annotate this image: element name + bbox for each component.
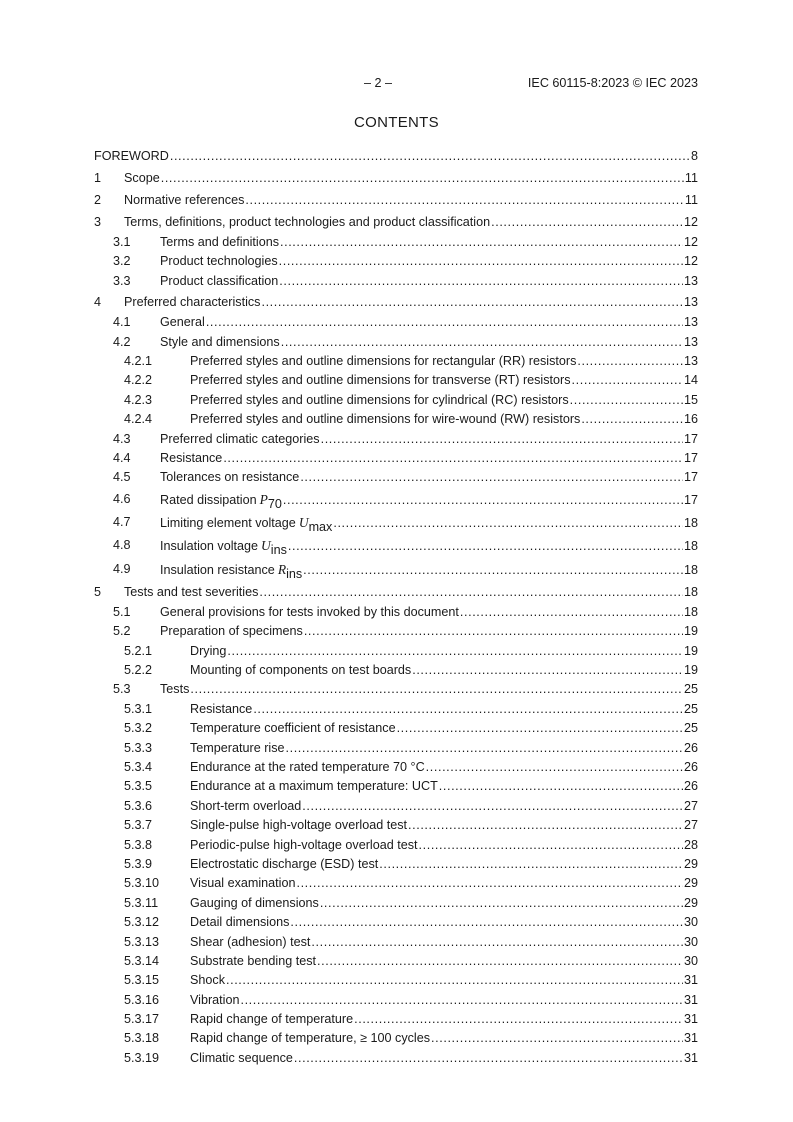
toc-entry-text[interactable] bbox=[190, 661, 698, 680]
toc-entry-title: Preferred styles and outline dimensions for rectangular (RR) resistors bbox=[190, 353, 577, 368]
toc-entry-number: 5.2.2 bbox=[124, 663, 153, 678]
toc-entry-title: Preferred characteristics bbox=[124, 295, 261, 310]
toc-entry-number: 4.8 bbox=[113, 538, 131, 553]
toc-entry-title: Style and dimensions bbox=[160, 334, 280, 349]
toc-entry-title: Terms and definitions bbox=[160, 235, 280, 249]
toc-entry-page: 8 bbox=[690, 149, 698, 163]
toc-entry[interactable] bbox=[94, 410, 698, 429]
toc-entry-text[interactable] bbox=[190, 410, 698, 429]
toc-entry-text[interactable] bbox=[124, 581, 698, 603]
toc-entry-page: 11 bbox=[684, 171, 698, 185]
dot-leader bbox=[317, 952, 683, 971]
toc-entry-number: 5 bbox=[94, 584, 102, 599]
toc-entry-page: 25 bbox=[683, 682, 698, 697]
toc-entry-text[interactable] bbox=[190, 371, 698, 390]
toc-entry[interactable] bbox=[94, 1049, 698, 1068]
toc-entry[interactable] bbox=[94, 874, 698, 893]
toc-entry[interactable] bbox=[94, 777, 698, 796]
toc-entry[interactable] bbox=[94, 233, 698, 252]
toc-entry-text[interactable] bbox=[160, 272, 698, 291]
toc-entry-text[interactable] bbox=[190, 874, 698, 893]
toc-entry-title: Normative references bbox=[124, 193, 245, 207]
toc-entry-title: Scope bbox=[124, 171, 160, 185]
toc-entry-title: Visual examination bbox=[190, 876, 296, 891]
toc-entry-title: Climatic sequence bbox=[190, 1050, 293, 1065]
toc-entry-number: 5.2.1 bbox=[124, 643, 153, 658]
toc-entry-subscript: 70 bbox=[267, 496, 282, 511]
toc-entry-title: Rapid change of temperature bbox=[190, 1012, 354, 1027]
toc-entry-title: Product classification bbox=[160, 273, 279, 288]
toc-entry[interactable] bbox=[94, 291, 698, 313]
dot-leader bbox=[227, 642, 683, 661]
dot-leader bbox=[379, 855, 683, 874]
toc-entry-number: 2 bbox=[94, 193, 102, 207]
toc-entry-number: 4.5 bbox=[113, 470, 131, 485]
toc-entry[interactable] bbox=[94, 971, 698, 990]
toc-entry[interactable] bbox=[94, 739, 698, 758]
toc-entry-number: 4.6 bbox=[113, 491, 131, 506]
toc-entry[interactable] bbox=[94, 468, 698, 487]
toc-entry-page: 31 bbox=[683, 973, 698, 988]
toc-entry-text[interactable] bbox=[190, 952, 698, 971]
toc-entry-page: 25 bbox=[683, 721, 698, 736]
page-number: – 2 – bbox=[364, 76, 393, 90]
toc-entry[interactable] bbox=[94, 719, 698, 738]
toc-entry-number: 4.2.1 bbox=[124, 353, 153, 368]
dot-leader bbox=[288, 535, 683, 558]
toc-entry-text[interactable] bbox=[190, 933, 698, 952]
dot-leader bbox=[190, 680, 683, 699]
toc-entry-symbol: R bbox=[277, 561, 287, 577]
toc-entry-text[interactable] bbox=[190, 1029, 698, 1048]
toc-entry-title: Temperature rise bbox=[190, 740, 285, 755]
toc-entry[interactable] bbox=[94, 145, 698, 167]
toc-entry-text[interactable] bbox=[160, 534, 698, 558]
toc-entry-number: 3.2 bbox=[113, 254, 131, 269]
toc-entry-page: 29 bbox=[683, 856, 698, 871]
toc-entry-title: Limiting element voltage bbox=[160, 515, 296, 530]
toc-entry-number: 5.2 bbox=[113, 624, 131, 639]
toc-entry-title: Detail dimensions bbox=[190, 915, 290, 930]
toc-entry-title: Shear (adhesion) test bbox=[190, 934, 311, 949]
toc-entry[interactable] bbox=[94, 449, 698, 468]
toc-entry-number: 4.1 bbox=[113, 315, 131, 330]
toc-entry-text[interactable] bbox=[190, 971, 698, 990]
toc-entry[interactable] bbox=[94, 642, 698, 661]
toc-entry-number: 4.4 bbox=[113, 450, 131, 465]
toc-entry-page: 26 bbox=[683, 779, 698, 794]
dot-leader bbox=[320, 894, 683, 913]
toc-entry-text[interactable] bbox=[160, 252, 698, 271]
toc-entry[interactable] bbox=[94, 603, 698, 622]
toc-entry-number: 5.3.15 bbox=[124, 973, 160, 988]
dot-leader bbox=[170, 145, 690, 167]
toc-entry-number: 5.3.8 bbox=[124, 837, 153, 852]
toc-entry-page: 19 bbox=[683, 624, 698, 639]
toc-entry[interactable] bbox=[94, 913, 698, 932]
toc-entry-text[interactable] bbox=[190, 719, 698, 738]
toc-entry-page: 31 bbox=[683, 1012, 698, 1027]
toc-entry[interactable] bbox=[94, 680, 698, 699]
toc-entry-number: 5.3.11 bbox=[124, 895, 159, 910]
toc-entry[interactable] bbox=[94, 189, 698, 211]
toc-entry-number: 1 bbox=[94, 171, 102, 185]
toc-entry-page: 31 bbox=[683, 992, 698, 1007]
toc-entry-text[interactable] bbox=[160, 622, 698, 641]
toc-entry-text[interactable] bbox=[190, 836, 698, 855]
toc-entry-text[interactable] bbox=[124, 211, 698, 233]
toc-entry-title: Drying bbox=[190, 643, 227, 658]
toc-entry-text[interactable] bbox=[160, 430, 698, 449]
dot-leader bbox=[577, 352, 683, 371]
toc-entry-number: 4.2 bbox=[113, 334, 131, 349]
toc-entry-number: 5.3.7 bbox=[124, 818, 153, 833]
toc-entry[interactable] bbox=[94, 391, 698, 410]
toc-entry-title: Endurance at a maximum temperature: UCT bbox=[190, 779, 438, 794]
toc-entry-title: Preferred styles and outline dimensions for cylindrical (RC) resistors bbox=[190, 392, 569, 407]
toc-entry-page: 27 bbox=[683, 798, 698, 813]
toc-entry[interactable] bbox=[94, 272, 698, 291]
toc-entry-text[interactable] bbox=[124, 189, 698, 211]
toc-entry[interactable] bbox=[94, 167, 698, 189]
toc-entry-title: Tests bbox=[160, 682, 190, 697]
dot-leader bbox=[259, 581, 683, 603]
toc-entry-page: 18 bbox=[683, 604, 698, 619]
toc-entry-page: 29 bbox=[683, 895, 698, 910]
dot-leader bbox=[161, 167, 684, 189]
toc-entry-text[interactable] bbox=[190, 797, 698, 816]
toc-entry-text[interactable] bbox=[190, 391, 698, 410]
toc-entry-title: Temperature coefficient of resistance bbox=[190, 721, 396, 736]
toc-entry[interactable] bbox=[94, 933, 698, 952]
dot-leader bbox=[279, 272, 683, 291]
dot-leader bbox=[240, 991, 683, 1010]
toc-entry-page: 27 bbox=[683, 818, 698, 833]
toc-entry-title: Shock bbox=[190, 973, 226, 988]
toc-entry[interactable] bbox=[94, 558, 698, 581]
toc-entry-text[interactable] bbox=[160, 558, 698, 582]
toc-entry-page: 29 bbox=[683, 876, 698, 891]
toc-entry-text[interactable] bbox=[160, 680, 698, 699]
toc-entry-number: 4.9 bbox=[113, 561, 131, 576]
toc-entry-text[interactable] bbox=[124, 291, 698, 313]
dot-leader bbox=[303, 559, 683, 582]
toc-entry-page: 26 bbox=[683, 740, 698, 755]
toc-entry-page: 31 bbox=[683, 1031, 698, 1046]
dot-leader bbox=[419, 836, 683, 855]
toc-entry-text[interactable] bbox=[94, 145, 698, 167]
toc-entry-page: 19 bbox=[683, 663, 698, 678]
toc-entry-text[interactable] bbox=[190, 642, 698, 661]
dot-leader bbox=[354, 1010, 683, 1029]
toc-entry-page: 25 bbox=[683, 701, 698, 716]
dot-leader bbox=[206, 313, 683, 332]
toc-entry[interactable] bbox=[94, 511, 698, 534]
toc-entry-title: Gauging of dimensions bbox=[190, 895, 319, 910]
toc-entry-title: Periodic-pulse high-voltage overload test bbox=[190, 837, 418, 852]
toc-entry-number: 5.3 bbox=[113, 682, 131, 697]
toc-entry-symbol: U bbox=[298, 514, 309, 530]
dot-leader bbox=[290, 913, 683, 932]
toc-entry-text[interactable] bbox=[160, 488, 698, 512]
toc-entry-number: 5.3.14 bbox=[124, 953, 160, 968]
toc-entry-number: 4.2.3 bbox=[124, 392, 153, 407]
toc-entry[interactable] bbox=[94, 661, 698, 680]
dot-leader bbox=[311, 933, 683, 952]
toc-entry[interactable] bbox=[94, 1029, 698, 1048]
dot-leader bbox=[460, 603, 683, 622]
toc-entry-page: 14 bbox=[683, 373, 698, 388]
dot-leader bbox=[245, 189, 684, 211]
toc-entry-page: 13 bbox=[683, 273, 698, 288]
toc-entry[interactable] bbox=[94, 797, 698, 816]
toc-entry-number: 5.3.9 bbox=[124, 856, 153, 871]
dot-leader bbox=[570, 391, 683, 410]
dot-leader bbox=[283, 489, 683, 512]
toc-entry-title: Tolerances on resistance bbox=[160, 470, 300, 485]
toc-entry-symbol: U bbox=[261, 538, 271, 554]
toc-entry[interactable] bbox=[94, 622, 698, 641]
toc-entry-number: 5.3.19 bbox=[124, 1050, 160, 1065]
toc-entry-page: 16 bbox=[683, 412, 698, 427]
toc-entry[interactable] bbox=[94, 855, 698, 874]
toc-entry-title: Vibration bbox=[190, 992, 240, 1007]
dot-leader bbox=[296, 874, 683, 893]
toc-entry-title: General bbox=[160, 315, 205, 330]
toc-entry-page: 30 bbox=[683, 915, 698, 930]
toc-entry-text[interactable] bbox=[190, 855, 698, 874]
toc-entry[interactable] bbox=[94, 894, 698, 913]
dot-leader bbox=[261, 291, 683, 313]
dot-leader bbox=[280, 233, 683, 252]
toc-entry-number: 4.7 bbox=[113, 514, 131, 529]
toc-entry[interactable] bbox=[94, 313, 698, 332]
dot-leader bbox=[397, 719, 683, 738]
toc-entry-title: Rated dissipation bbox=[160, 492, 257, 507]
dot-leader bbox=[223, 449, 683, 468]
toc-entry-text[interactable] bbox=[190, 1049, 698, 1068]
toc-entry-text[interactable] bbox=[190, 739, 698, 758]
toc-entry[interactable] bbox=[94, 488, 698, 511]
toc-entry-title: Preparation of specimens bbox=[160, 624, 303, 639]
toc-entry-number: 5.3.12 bbox=[124, 915, 160, 930]
dot-leader bbox=[572, 371, 683, 390]
toc-entry-title: Insulation voltage bbox=[160, 539, 259, 554]
toc-entry[interactable] bbox=[94, 352, 698, 371]
toc-entry-page: 12 bbox=[683, 235, 698, 249]
toc-entry-page: 17 bbox=[683, 470, 698, 485]
toc-entry-number: 5.3.6 bbox=[124, 798, 153, 813]
toc-entry-subscript: max bbox=[308, 519, 333, 534]
toc-entry-page: 18 bbox=[683, 539, 698, 554]
toc-entry[interactable] bbox=[94, 581, 698, 603]
toc-entry-title: Mounting of components on test boards bbox=[190, 663, 412, 678]
toc-entry-title: Rapid change of temperature, ≥ 100 cycles bbox=[190, 1031, 431, 1046]
toc-entry-title: Substrate bending test bbox=[190, 953, 317, 968]
toc-entry[interactable] bbox=[94, 252, 698, 271]
toc-entry-text[interactable] bbox=[160, 511, 698, 535]
toc-entry[interactable] bbox=[94, 211, 698, 233]
toc-entry-number: 5.1 bbox=[113, 604, 131, 619]
dot-leader bbox=[281, 333, 683, 352]
toc-entry[interactable] bbox=[94, 952, 698, 971]
document-reference: IEC 60115-8:2023 © IEC 2023 bbox=[527, 76, 698, 90]
page-title: CONTENTS bbox=[354, 114, 439, 131]
toc-entry-text[interactable] bbox=[190, 700, 698, 719]
dot-leader bbox=[412, 661, 683, 680]
toc-entry-page: 18 bbox=[683, 584, 698, 599]
toc-entry-page: 13 bbox=[683, 295, 698, 310]
dot-leader bbox=[491, 211, 683, 233]
toc-entry-text[interactable] bbox=[190, 913, 698, 932]
toc-entry-text[interactable] bbox=[190, 991, 698, 1010]
toc-entry-text[interactable] bbox=[190, 758, 698, 777]
toc-entry-number: 5.3.13 bbox=[124, 934, 160, 949]
toc-entry-page: 26 bbox=[683, 760, 698, 774]
toc-entry[interactable] bbox=[94, 758, 698, 777]
toc-entry-page: 12 bbox=[683, 215, 698, 229]
toc-entry-text[interactable] bbox=[190, 352, 698, 371]
toc-entry-title: Tests and test severities bbox=[124, 584, 259, 599]
toc-entry-text[interactable] bbox=[190, 1010, 698, 1029]
toc-entry-text[interactable] bbox=[190, 894, 698, 913]
toc-entry-text[interactable] bbox=[190, 816, 698, 835]
toc-entry-text[interactable] bbox=[160, 468, 698, 487]
toc-entry-title: Resistance bbox=[190, 701, 253, 716]
dot-leader bbox=[226, 971, 683, 990]
toc-entry-page: 19 bbox=[683, 643, 698, 658]
toc-entry-text[interactable] bbox=[190, 777, 698, 796]
toc-entry-page: 30 bbox=[683, 953, 698, 968]
toc-entry-subscript: ins bbox=[270, 543, 287, 558]
toc-entry-number: 5.3.16 bbox=[124, 992, 160, 1007]
toc-entry-page: 17 bbox=[683, 431, 698, 446]
dot-leader bbox=[279, 252, 683, 271]
toc-entry-page: 17 bbox=[683, 450, 698, 465]
toc-entry[interactable] bbox=[94, 371, 698, 390]
toc-entry-page: 13 bbox=[683, 353, 698, 368]
toc-entry-title: Single-pulse high-voltage overload test bbox=[190, 818, 408, 833]
toc-entry-text[interactable] bbox=[160, 313, 698, 332]
dot-leader bbox=[304, 622, 683, 641]
toc-entry-page: 18 bbox=[683, 515, 698, 530]
toc-entry-title: Endurance at the rated temperature 70 °C bbox=[190, 760, 425, 774]
toc-entry-number: 5.3.3 bbox=[124, 740, 153, 755]
toc-entry-page: 31 bbox=[683, 1050, 698, 1065]
toc-entry-title: Terms, definitions, product technologies and product classification bbox=[124, 215, 491, 229]
dot-leader bbox=[581, 410, 683, 429]
toc-entry-text[interactable] bbox=[160, 603, 698, 622]
toc-entry-title: Preferred climatic categories bbox=[160, 431, 320, 446]
toc-entry-text[interactable] bbox=[124, 167, 698, 189]
toc-entry[interactable] bbox=[94, 816, 698, 835]
toc-entry[interactable] bbox=[94, 836, 698, 855]
dot-leader bbox=[431, 1029, 683, 1048]
toc-entry[interactable] bbox=[94, 700, 698, 719]
toc-entry-page: 12 bbox=[683, 254, 698, 269]
toc-entry-text[interactable] bbox=[160, 333, 698, 352]
toc-entry-number: 4.3 bbox=[113, 431, 131, 446]
dot-leader bbox=[408, 816, 683, 835]
dot-leader bbox=[286, 739, 683, 758]
toc-entry-text[interactable] bbox=[160, 449, 698, 468]
toc-entry[interactable] bbox=[94, 534, 698, 557]
toc-entry-number: 5.3.10 bbox=[124, 876, 160, 891]
toc-entry-number: 3.3 bbox=[113, 273, 131, 288]
dot-leader bbox=[253, 700, 683, 719]
toc-entry-title: Short-term overload bbox=[190, 798, 302, 813]
toc-entry-title: Electrostatic discharge (ESD) test bbox=[190, 856, 379, 871]
toc-entry-title: FOREWORD bbox=[94, 149, 169, 163]
dot-leader bbox=[333, 512, 683, 535]
toc-entry-title: Insulation resistance bbox=[160, 562, 275, 577]
toc-entry-title: Resistance bbox=[160, 450, 223, 465]
toc-entry-number: 5.3.2 bbox=[124, 721, 153, 736]
toc-entry-title: General provisions for tests invoked by this document bbox=[160, 604, 459, 619]
toc-entry-page: 15 bbox=[683, 392, 698, 407]
dot-leader bbox=[300, 468, 683, 487]
toc-entry-title: Product technologies bbox=[160, 254, 278, 269]
toc-entry-number: 5.3.17 bbox=[124, 1012, 160, 1027]
dot-leader bbox=[302, 797, 683, 816]
toc-entry-number: 5.3.1 bbox=[124, 701, 153, 716]
toc-entry[interactable] bbox=[94, 991, 698, 1010]
toc-entry-number: 3 bbox=[94, 215, 102, 229]
toc-entry-number: 5.3.5 bbox=[124, 779, 153, 794]
toc-entry-page: 13 bbox=[683, 334, 698, 349]
toc-entry-number: 4.2.4 bbox=[124, 412, 153, 427]
toc-entry-number: 4 bbox=[94, 295, 102, 310]
toc-entry-page: 18 bbox=[683, 562, 698, 577]
toc-entry[interactable] bbox=[94, 430, 698, 449]
dot-leader bbox=[321, 430, 683, 449]
toc-entry-symbol: P bbox=[259, 491, 268, 507]
toc-entry-number: 4.2.2 bbox=[124, 373, 153, 388]
toc-entry-text[interactable] bbox=[160, 233, 698, 252]
toc-entry-number: 5.3.4 bbox=[124, 760, 153, 774]
toc-entry-page: 13 bbox=[683, 315, 698, 330]
toc-entry-title: Preferred styles and outline dimensions for transverse (RT) resistors bbox=[190, 373, 571, 388]
toc-entry-page: 17 bbox=[683, 492, 698, 507]
toc-entry-page: 30 bbox=[683, 934, 698, 949]
toc-entry[interactable] bbox=[94, 1010, 698, 1029]
toc-entry-number: 5.3.18 bbox=[124, 1031, 160, 1046]
toc-entry[interactable] bbox=[94, 333, 698, 352]
toc-entry-subscript: ins bbox=[286, 566, 303, 581]
toc-entry-page: 11 bbox=[684, 193, 698, 207]
toc-entry-title: Preferred styles and outline dimensions for wire-wound (RW) resistors bbox=[190, 412, 581, 427]
dot-leader bbox=[294, 1049, 683, 1068]
dot-leader bbox=[439, 777, 683, 796]
toc-entry-number: 3.1 bbox=[113, 235, 131, 249]
toc-entry-page: 28 bbox=[683, 837, 698, 852]
dot-leader bbox=[426, 758, 683, 777]
table-of-contents bbox=[94, 145, 698, 1068]
